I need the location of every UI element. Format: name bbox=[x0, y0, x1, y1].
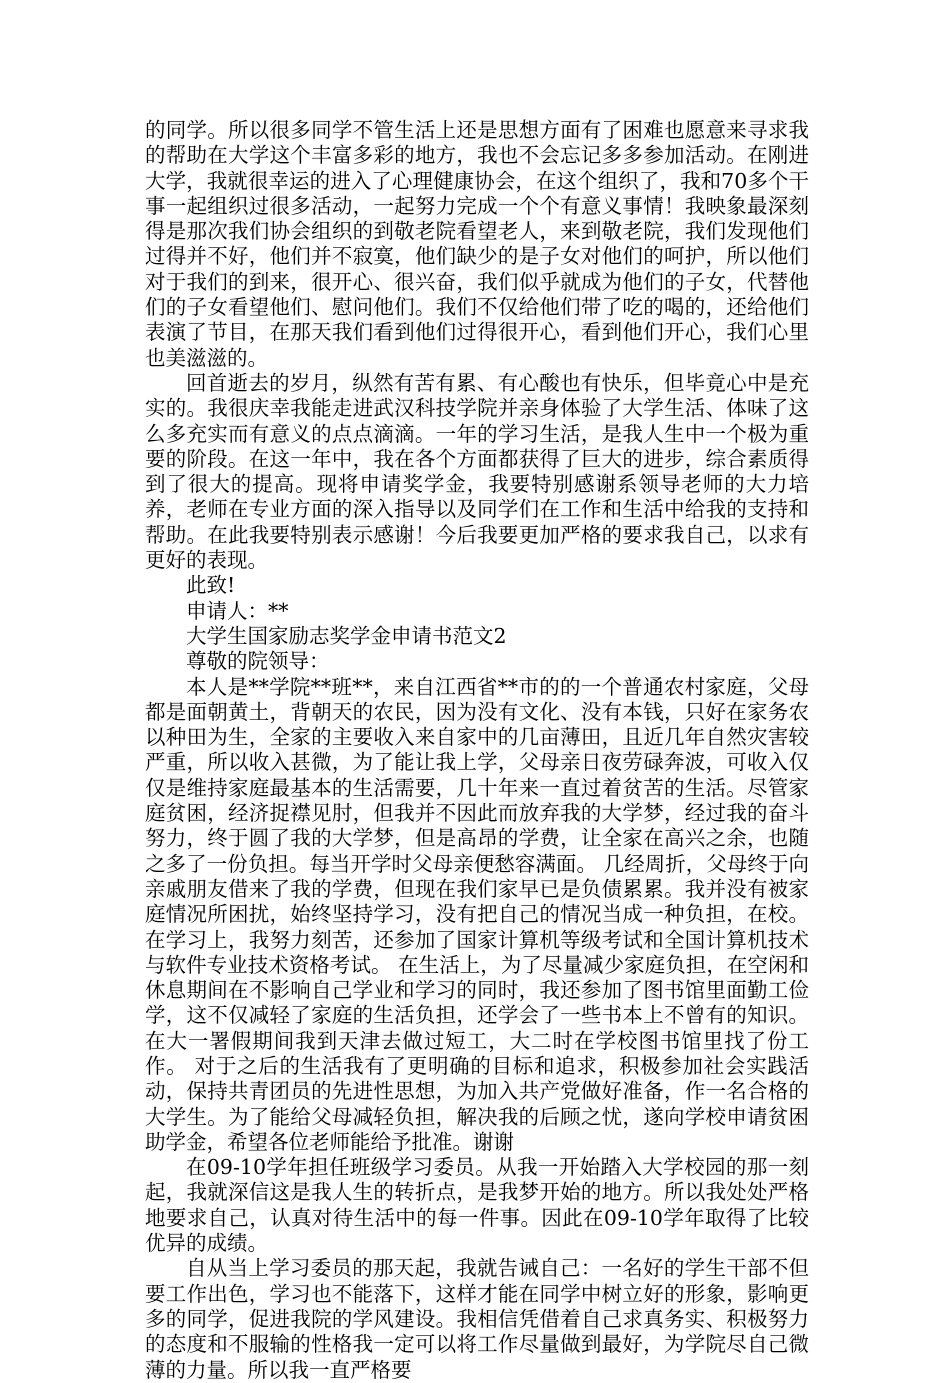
paragraph-reflection: 回首逝去的岁月，纵然有苦有累、有心酸也有快乐，但毕竟心中是充实的。我很庆幸我能走进武汉科技学院并亲身体验了大学生活、体味了这么多充实而有意义的点点滴滴。一年的学习生活，是我人生中一个极为重要的阶段。在这一年中，我在各个方面都获得了巨大的进步，综合素质得到了很大的提高。现将申请奖学金，我要特别感谢系领导老师的大力培养，老师在专业方面的深入指导以及同学们在工作和生活中给我的支持和帮助。在此我要特别表示感谢！今后我要更加严格的要求我自己，以求有更好的表现。 bbox=[145, 370, 809, 573]
applicant-signature: 申请人：** bbox=[186, 598, 289, 623]
section-title: 大学生国家励志奖学金申请书范文2 bbox=[186, 623, 507, 648]
greeting: 尊敬的院领导： bbox=[186, 649, 330, 674]
document-page bbox=[145, 118, 809, 1383]
paragraph-activities: 的同学。所以很多同学不管生活上还是思想方面有了困难也愿意来寻求我的帮助在大学这个丰富多彩的地方，我也不会忘记多多参加活动。在刚进大学，我就很幸运的进入了心理健康协会，在这个组织了，我和70多个干事一起组织过很多活动，一起努力完成一个个有意义事情！我映象最深刻得是那次我们协会组织的到敬老院看望老人，来到敬老院，我们发现他们过得并不好，他们并不寂寞，他们缺少的是子女对他们的呵护，所以他们对于我们的到来，很开心、很兴奋，我们似乎就成为他们的子女，代替他们的子女看望他们、慰问他们。我们不仅给他们带了吃的喝的，还给他们表演了节目，在那天我们看到他们过得很开心，看到他们开心，我们心里也美滋滋的。 bbox=[145, 118, 809, 370]
paragraph-self-discipline: 自从当上学习委员的那天起，我就告诫自己：一名好的学生干部不但要工作出色，学习也不能落下，这样才能在同学中树立好的形象，影响更多的同学，促进我院的学风建设。我相信凭借着自己求真务实、积极努力的态度和不服输的性格我一定可以将工作尽量做到最好，为学院尽自己微薄的力量。所以我一直严格要 bbox=[145, 1256, 809, 1382]
closing-salutation: 此致! bbox=[186, 573, 236, 598]
paragraph-family-background: 本人是**学院**班**，来自江西省**市的的一个普通农村家庭，父母都是面朝黄土，背朝天的农民，因为没有文化、没有本钱，只好在家务农以种田为生，全家的主要收入来自家中的几亩薄田，且近几年自然灾害较严重，所以收入甚微，为了能让我上学，父母亲日夜劳碌奔波，可收入仅仅是维持家庭最基本的生活需要，几十年来一直过着贫苦的生活。尽管家庭贫困，经济捉襟见肘，但我并不因此而放弃我的大学梦，经过我的奋斗努力，终于圆了我的大学梦，但是高昂的学费，让全家在高兴之余，也随之多了一份负担。每当开学时父母亲便愁容满面。 几经周折，父母终于向亲戚朋友借来了我的学费，但现在我们家早已是负债累累。我并没有被家庭情况所困扰，始终坚持学习，没有把自己的情况当成一种负担，在校。在学习上，我努力刻苦，还参加了国家计算机等级考试和全国计算机技术与软件专业技术资格考试。 在生活上，为了尽量减少家庭负担，在空闲和休息期间在不影响自己学业和学习的同时，我还参加了图书馆里面勤工俭学，这不仅减轻了家庭的生活负担，还学会了一些书本上不曾有的知识。在大一署假期间我到天津去做过短工，大二时在学校图书馆里找了份工作。 对于之后的生活我有了更明确的目标和追求，积极参加社会实践活动，保持共青团员的先进性思想，为加入共产党做好准备，作一名合格的大学生。为了能给父母减轻负担，解决我的后顾之忧，遂向学校申请贫困助学金，希望各位老师能给予批准。谢谢 bbox=[145, 674, 809, 1154]
paragraph-study-committee: 在09-10学年担任班级学习委员。从我一开始踏入大学校园的那一刻起，我就深信这是我人生的转折点，是我梦开始的地方。所以我处处严格地要求自己，认真对待生活中的每一件事。因此在09-10学年取得了比较优异的成绩。 bbox=[145, 1155, 809, 1256]
